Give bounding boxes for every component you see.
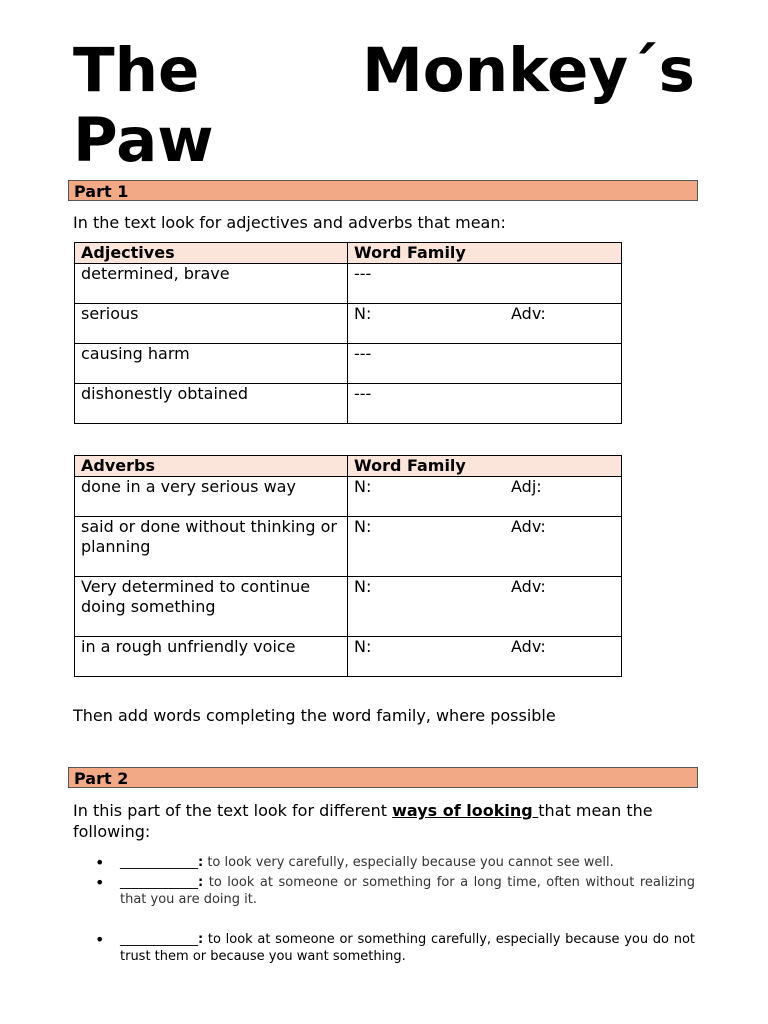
table-row <box>75 517 622 577</box>
bullet-icon: • <box>95 930 105 949</box>
adverb-meaning: said or done without thinking or planning <box>75 517 348 577</box>
adverb-meaning: Very determined to continue doing something <box>75 577 348 637</box>
part2-intro-after: that mean the following: <box>73 801 653 841</box>
adverbs-header: Adverbs <box>75 456 348 477</box>
word-family-cell[interactable] <box>348 517 622 577</box>
looking-list <box>95 854 695 965</box>
word-family-cell[interactable] <box>348 577 622 637</box>
word-family-cell[interactable] <box>348 637 622 677</box>
word-family-cell[interactable]: --- <box>348 344 622 384</box>
part1-heading: Part 1 <box>68 180 698 201</box>
adverb-label: Adv: <box>511 304 546 323</box>
word-family-cell[interactable] <box>348 304 622 344</box>
title-word-paw: Paw <box>73 105 214 176</box>
adverb-meaning: in a rough unfriendly voice <box>75 637 348 677</box>
word-family-header: Word Family <box>348 456 622 477</box>
title-word-monkeys: Monkey´s <box>362 35 695 106</box>
item-colon: : <box>198 932 204 947</box>
document-title <box>73 36 695 176</box>
table-row <box>75 384 622 424</box>
part1-outro: Then add words completing the word family, where possible <box>73 706 556 725</box>
answer-blank[interactable]: ____________ <box>120 932 198 947</box>
table-row <box>75 264 622 304</box>
noun-label: N: <box>354 477 372 496</box>
table-row <box>75 304 622 344</box>
list-item <box>95 874 695 908</box>
item-colon: : <box>198 875 204 890</box>
word-family-cell[interactable]: --- <box>348 384 622 424</box>
adverb-label: Adv: <box>511 517 546 536</box>
word-family-cell[interactable]: --- <box>348 264 622 304</box>
adjective-meaning: causing harm <box>75 344 348 384</box>
adjective-meaning: serious <box>75 304 348 344</box>
part2-heading: Part 2 <box>68 767 698 788</box>
list-item <box>95 931 695 965</box>
noun-label: N: <box>354 304 372 323</box>
item-definition: to look very carefully, especially because you cannot see well. <box>203 855 614 870</box>
list-item <box>95 854 695 871</box>
adjectives-table <box>74 242 622 424</box>
ways-of-looking: ways of looking <box>392 801 539 820</box>
noun-label: N: <box>354 637 372 656</box>
bullet-icon: • <box>95 853 105 872</box>
adverb-label: Adv: <box>511 577 546 596</box>
adjective-meaning: dishonestly obtained <box>75 384 348 424</box>
part2-intro-before: In this part of the text look for different <box>73 801 393 820</box>
adverbs-table <box>74 455 622 677</box>
item-definition: to look at someone or something for a long time, often without realizing that you are doing it. <box>120 875 695 907</box>
adjective-meaning: determined, brave <box>75 264 348 304</box>
adjectives-header: Adjectives <box>75 243 348 264</box>
title-word-the: The <box>73 35 200 106</box>
noun-label: N: <box>354 577 372 596</box>
answer-blank[interactable]: ____________ <box>120 875 198 890</box>
bullet-icon: • <box>95 873 105 892</box>
word-family-header: Word Family <box>348 243 622 264</box>
table-row <box>75 344 622 384</box>
table-row <box>75 577 622 637</box>
item-colon: : <box>198 855 204 870</box>
word-family-cell[interactable] <box>348 477 622 517</box>
part2-intro <box>73 800 695 842</box>
adverb-meaning: done in a very serious way <box>75 477 348 517</box>
noun-label: N: <box>354 517 372 536</box>
answer-blank[interactable]: ____________ <box>120 855 198 870</box>
item-definition: to look at someone or something carefully, especially because you do not trust them or because you want something. <box>120 932 695 964</box>
table-row <box>75 477 622 517</box>
adverb-label: Adv: <box>511 637 546 656</box>
part1-intro: In the text look for adjectives and adverbs that mean: <box>73 213 506 232</box>
table-row <box>75 637 622 677</box>
adjective-label: Adj: <box>511 477 542 496</box>
